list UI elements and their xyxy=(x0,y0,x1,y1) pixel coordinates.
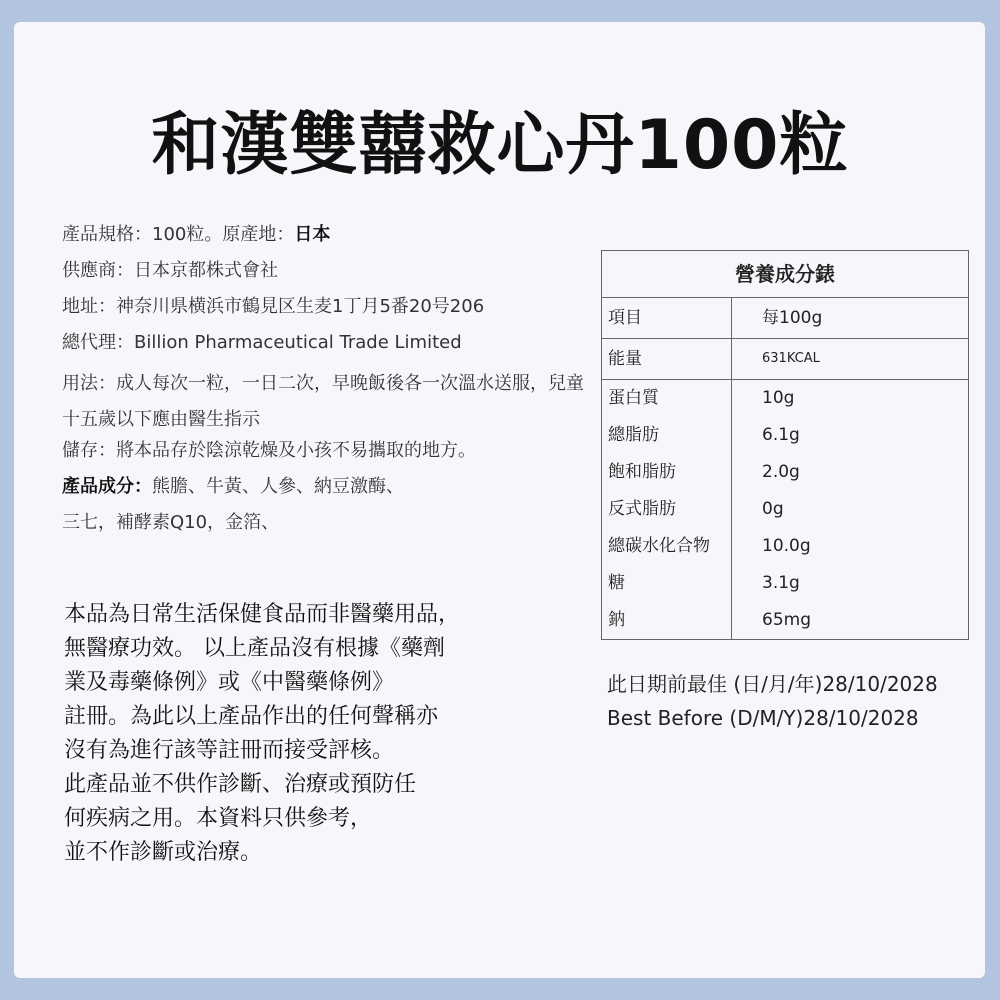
nutrition-header-label: 項目 xyxy=(602,298,732,338)
ingredients-label: 產品成分： xyxy=(62,476,152,497)
nutrient-label: 鈉 xyxy=(608,610,625,630)
nutrition-energy-row xyxy=(602,339,968,380)
disclaimer-line: 無醫療功效。 以上產品沒有根據《藥劑 xyxy=(64,636,445,661)
disclaimer-text xyxy=(64,598,544,870)
spec-label: 產品規格： xyxy=(62,224,152,245)
ingredients-line-2: 三七，補酵素Q10，金箔、 xyxy=(62,512,280,533)
disclaimer-line: 沒有為進行該等註冊而接受評核。 xyxy=(64,738,395,763)
nutrient-value: 3.1g xyxy=(762,573,800,593)
nutrition-title: 營養成分錶 xyxy=(602,251,968,298)
best-before-en: Best Before (D/M/Y)28/10/2028 xyxy=(607,706,919,730)
nutrient-value: 10g xyxy=(762,388,795,408)
nutrient-value: 2.0g xyxy=(762,462,800,482)
column-divider xyxy=(731,380,732,639)
agent-line: 總代理：Billion Pharmaceutical Trade Limited xyxy=(62,332,462,353)
nutrient-label: 反式脂肪 xyxy=(608,499,676,519)
nutrition-rows xyxy=(602,380,968,639)
nutrient-label: 糖 xyxy=(608,573,625,593)
table-row xyxy=(602,454,968,491)
nutrition-table xyxy=(601,250,969,640)
table-row xyxy=(602,565,968,602)
table-row xyxy=(602,528,968,565)
ingredients-line xyxy=(62,474,592,510)
table-row xyxy=(602,602,968,639)
table-row xyxy=(602,417,968,454)
nutrient-value: 10.0g xyxy=(762,536,811,556)
origin-value: 日本 xyxy=(294,224,331,245)
disclaimer-line: 此產品並不供作診斷、治療或預防任 xyxy=(64,772,417,797)
best-before xyxy=(607,667,938,735)
disclaimer-line: 本品為日常生活保健食品而非醫藥用品， xyxy=(64,602,461,627)
nutrition-energy-value: 631KCAL xyxy=(762,351,820,366)
table-row xyxy=(602,380,968,417)
nutrition-header-value: 每100g xyxy=(762,308,823,328)
spec-line xyxy=(62,222,592,258)
nutrition-energy-label: 能量 xyxy=(602,339,732,379)
page-title: 和漢雙囍救心丹100粒 xyxy=(151,106,849,185)
disclaimer-line: 並不作診斷或治療。 xyxy=(64,840,263,865)
storage-line: 儲存：將本品存於陰涼乾燥及小孩不易攜取的地方。 xyxy=(62,440,476,461)
spec-value: 100粒。原產地： xyxy=(152,224,295,245)
nutrient-value: 65mg xyxy=(762,610,811,630)
product-info xyxy=(62,222,592,546)
usage-line: 用法：成人每次一粒，一日二次，早晚飯後各一次溫水送服，兒童十五歲以下應由醫生指示 xyxy=(62,373,584,430)
table-row xyxy=(602,491,968,528)
disclaimer-line: 何疾病之用。本資料只供參考， xyxy=(64,806,373,831)
address-line: 地址：神奈川県横浜市鶴見区生麦1丁月5番20号206 xyxy=(62,296,485,317)
nutrition-header-row xyxy=(602,298,968,339)
nutrient-value: 6.1g xyxy=(762,425,800,445)
ingredients-value: 熊膽、牛黃、人參、納豆激酶、 xyxy=(152,476,404,497)
nutrient-label: 總脂肪 xyxy=(608,425,659,445)
disclaimer-line: 業及毒藥條例》或《中醫藥條例》 xyxy=(64,670,395,695)
nutrient-label: 總碳水化合物 xyxy=(608,536,710,556)
disclaimer-line: 註冊。為此以上產品作出的任何聲稱亦 xyxy=(64,704,439,729)
nutrient-label: 飽和脂肪 xyxy=(608,462,676,482)
best-before-zh: 此日期前最佳 (日/月/年)28/10/2028 xyxy=(607,672,938,696)
nutrient-value: 0g xyxy=(762,499,784,519)
supplier-line: 供應商：日本京都株式會社 xyxy=(62,260,278,281)
nutrient-label: 蛋白質 xyxy=(608,388,659,408)
